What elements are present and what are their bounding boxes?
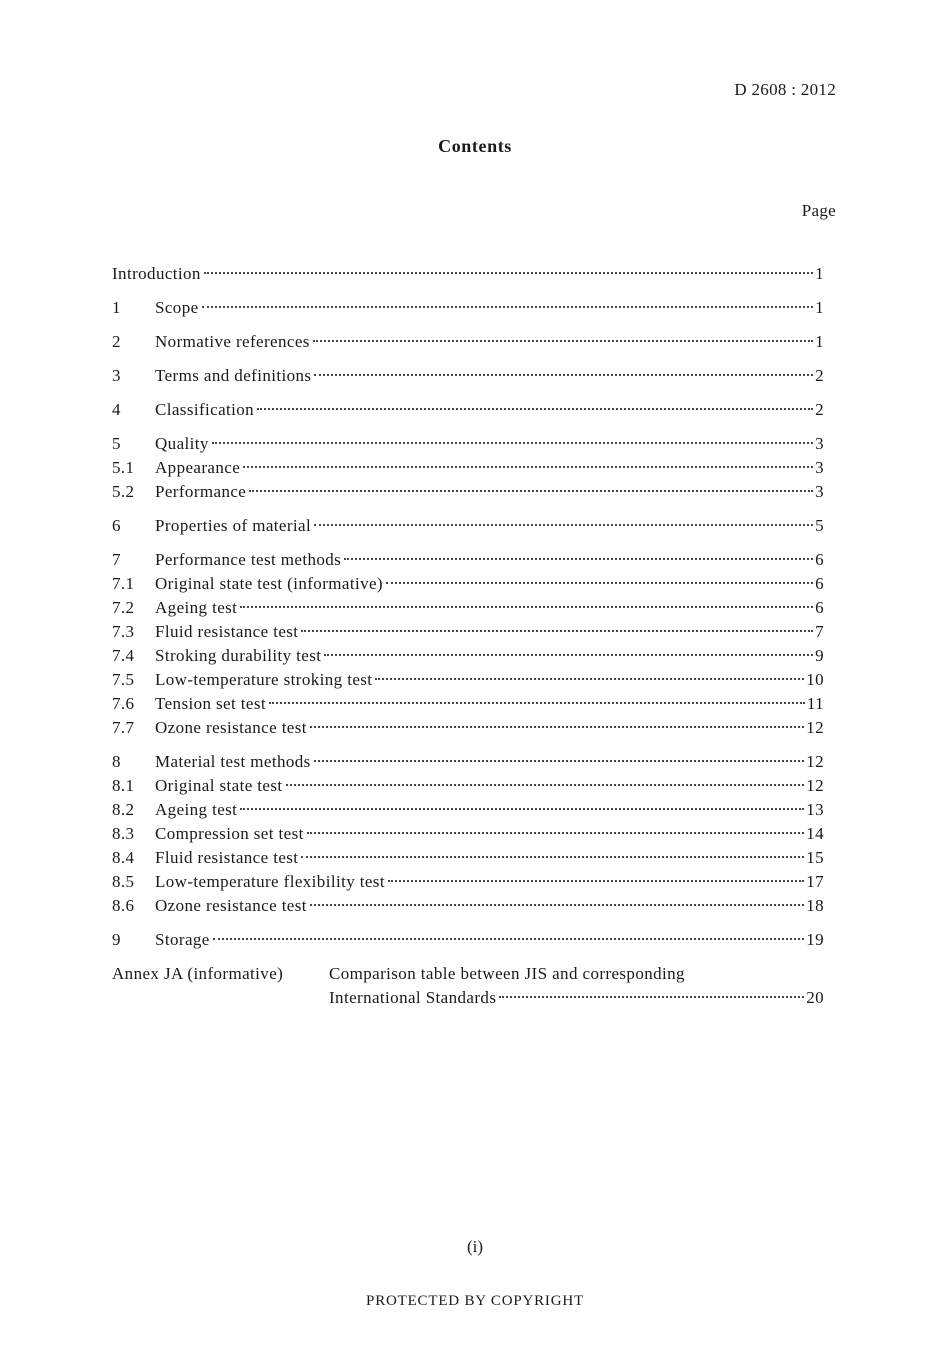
toc-entry[interactable]: [112, 644, 824, 668]
toc-entry-page: 2: [815, 400, 824, 419]
toc-entry[interactable]: [112, 846, 824, 870]
toc-entry-page: 3: [815, 458, 824, 477]
toc-entry-page: 6: [815, 574, 824, 593]
toc-entry[interactable]: [112, 296, 824, 320]
toc-entry-label: Material test methods: [155, 752, 311, 771]
toc-entry-page: 12: [806, 718, 824, 737]
dot-leader: [301, 856, 804, 858]
toc-entry[interactable]: [112, 692, 824, 716]
dot-leader: [202, 306, 814, 308]
toc-entry-page: 15: [806, 848, 824, 867]
toc-entry-number: 8.2: [112, 800, 135, 819]
toc-entry[interactable]: [112, 572, 824, 596]
toc-entry-number: 6: [112, 516, 121, 535]
toc-entry-page: 2: [815, 366, 824, 385]
annex-page-number: 20: [806, 988, 824, 1007]
toc-entry-page: 6: [815, 550, 824, 569]
toc-entry-number: 7.2: [112, 598, 135, 617]
toc-entry[interactable]: [112, 364, 824, 388]
page-column-label: Page: [801, 201, 836, 220]
toc-entry-label: Classification: [155, 400, 255, 419]
toc-entry-label: Introduction: [112, 264, 201, 283]
dot-leader: [388, 880, 804, 882]
toc-entry[interactable]: [112, 398, 824, 422]
dot-leader: [212, 442, 813, 444]
toc-entry-page: 13: [806, 800, 824, 819]
toc-entry-number: 7.6: [112, 694, 135, 713]
annex-body: [329, 962, 824, 1010]
toc-entry[interactable]: [112, 432, 824, 456]
toc-entry-label: Stroking durability test: [155, 646, 322, 665]
dot-leader: [243, 466, 813, 468]
toc-entry[interactable]: [112, 596, 824, 620]
toc-entry-label: Compression set test: [155, 824, 304, 843]
toc-entry-number: 8.4: [112, 848, 135, 867]
toc-entry[interactable]: [112, 514, 824, 538]
dot-leader: [310, 726, 804, 728]
toc-entry-number: 3: [112, 366, 121, 385]
toc-entry-number: 7: [112, 550, 121, 569]
annex-label: Annex JA (informative): [112, 964, 284, 983]
dot-leader: [375, 678, 804, 680]
dot-leader: [314, 374, 813, 376]
toc-entry[interactable]: [112, 798, 824, 822]
annex-title-line-2: International Standards: [329, 988, 497, 1007]
toc-entry-page: 1: [815, 298, 824, 317]
dot-leader: [240, 606, 813, 608]
toc-entry-page: 1: [815, 264, 824, 283]
toc-entry-label: Low-temperature flexibility test: [155, 872, 385, 891]
toc-entry-number: 5: [112, 434, 121, 453]
page-number: (i): [466, 1237, 484, 1256]
toc-entry-number: 8.5: [112, 872, 135, 891]
copyright-notice: PROTECTED BY COPYRIGHT: [366, 1293, 584, 1309]
dot-leader: [240, 808, 804, 810]
toc-entry[interactable]: [112, 330, 824, 354]
toc-entry-number: 5.2: [112, 482, 135, 501]
toc-entry-label: Normative references: [155, 332, 310, 351]
toc-entry-number: 7.5: [112, 670, 135, 689]
toc-entry-label: Tension set test: [155, 694, 266, 713]
toc-entry-number: 7.4: [112, 646, 135, 665]
toc-entry-label: Performance: [155, 482, 247, 501]
toc-entry[interactable]: [112, 480, 824, 504]
toc-entry-label: Quality: [155, 434, 209, 453]
dot-leader: [324, 654, 813, 656]
dot-leader: [386, 582, 813, 584]
toc-entry[interactable]: [112, 928, 824, 952]
dot-leader: [307, 832, 804, 834]
dot-leader: [213, 938, 804, 940]
dot-leader: [310, 904, 804, 906]
toc-entry-page: 11: [806, 694, 824, 713]
toc-entry-page: 3: [815, 434, 824, 453]
annex-title-line-2-row: [329, 986, 824, 1010]
toc-entry-number: 8.3: [112, 824, 135, 843]
toc-entry-label: Storage: [155, 930, 210, 949]
toc-entry-label: Properties of material: [155, 516, 312, 535]
toc-entry-label: Performance test methods: [155, 550, 342, 569]
toc-entry-label: Fluid resistance test: [155, 848, 299, 867]
toc-entry-label: Scope: [155, 298, 199, 317]
toc-entry[interactable]: [112, 620, 824, 644]
toc-entry-number: 7.3: [112, 622, 135, 641]
toc-entry-page: 6: [815, 598, 824, 617]
toc-entry-number: 7.1: [112, 574, 135, 593]
toc-entry[interactable]: [112, 894, 824, 918]
toc-entry-number: 8.6: [112, 896, 135, 915]
toc-entry-number: 9: [112, 930, 121, 949]
toc-entry-label: Fluid resistance test: [155, 622, 299, 641]
toc-annex-entry[interactable]: [112, 962, 824, 1010]
toc-entry-label: Ozone resistance test: [155, 718, 307, 737]
dot-leader: [249, 490, 813, 492]
toc-entry-label: Original state test (informative): [155, 574, 383, 593]
toc-entry-page: 12: [806, 776, 824, 795]
toc-entry-label: Appearance: [155, 458, 241, 477]
toc-entry-page: 18: [806, 896, 824, 915]
document-id: D 2608 : 2012: [734, 80, 836, 99]
toc-entry-label: Original state test: [155, 776, 283, 795]
dot-leader: [314, 760, 804, 762]
annex-title-line-1: Comparison table between JIS and corresponding: [329, 964, 685, 983]
toc-entry-label: Ageing test: [155, 598, 238, 617]
toc-entry-page: 7: [815, 622, 824, 641]
toc-entry[interactable]: [112, 262, 824, 286]
toc-entry[interactable]: [112, 456, 824, 480]
toc-entry-page: 14: [806, 824, 824, 843]
toc-entry-label: Low-temperature stroking test: [155, 670, 373, 689]
toc-entry[interactable]: [112, 716, 824, 740]
toc-entry-page: 9: [815, 646, 824, 665]
toc-entry-page: 1: [815, 332, 824, 351]
toc-entry-label: Ageing test: [155, 800, 238, 819]
toc-entry-number: 2: [112, 332, 121, 351]
toc-entry-label: Terms and definitions: [155, 366, 312, 385]
toc-entry[interactable]: [112, 750, 824, 774]
dot-leader: [286, 784, 805, 786]
toc-entry-number: 8: [112, 752, 121, 771]
toc-entry-page: 12: [806, 752, 824, 771]
dot-leader: [499, 996, 804, 998]
dot-leader: [301, 630, 813, 632]
dot-leader: [269, 702, 805, 704]
toc-entry-page: 17: [806, 872, 824, 891]
page-title: Contents: [438, 136, 512, 156]
toc-entry[interactable]: [112, 774, 824, 798]
toc-entry-page: 19: [806, 930, 824, 949]
dot-leader: [344, 558, 813, 560]
toc-entry-page: 3: [815, 482, 824, 501]
dot-leader: [257, 408, 813, 410]
table-of-contents: [112, 262, 824, 1010]
toc-entry-number: 5.1: [112, 458, 135, 477]
dot-leader: [313, 340, 813, 342]
dot-leader: [204, 272, 813, 274]
toc-entry-number: 4: [112, 400, 121, 419]
toc-entry-number: 7.7: [112, 718, 135, 737]
toc-entry-page: 10: [806, 670, 824, 689]
toc-entry-number: 8.1: [112, 776, 135, 795]
toc-entry-page: 5: [815, 516, 824, 535]
toc-entry[interactable]: [112, 870, 824, 894]
toc-entry[interactable]: [112, 548, 824, 572]
dot-leader: [314, 524, 813, 526]
toc-entry-label: Ozone resistance test: [155, 896, 307, 915]
toc-entry-number: 1: [112, 298, 121, 317]
toc-entry[interactable]: [112, 668, 824, 692]
toc-entry[interactable]: [112, 822, 824, 846]
